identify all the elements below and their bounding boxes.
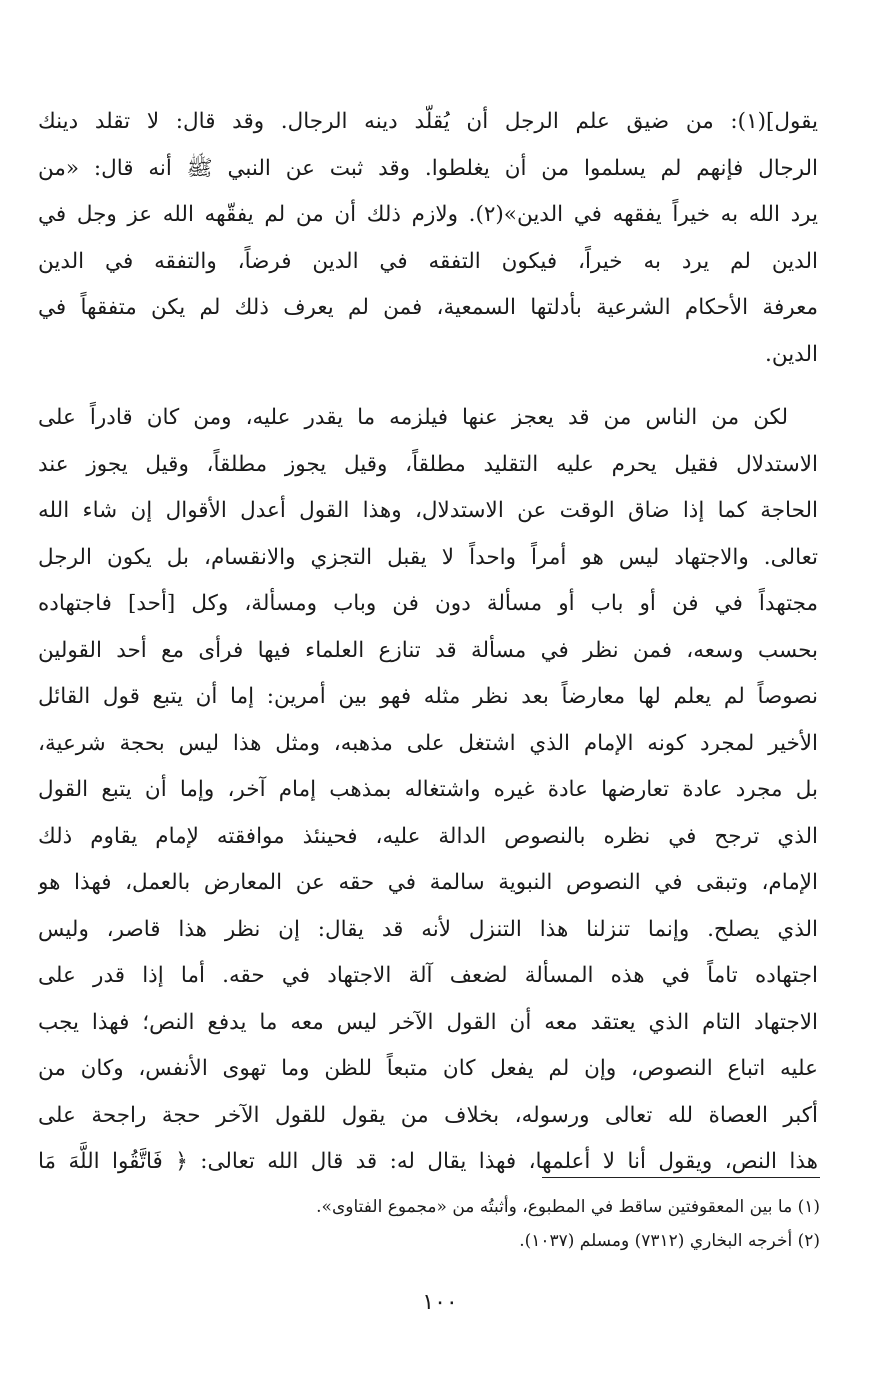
text-line: الرجال فإنهم لم يسلموا من أن يغلطوا. وقد ثبت عن النبي ﷺ أنه قال: «من	[38, 155, 818, 181]
text-line: الأخير لمجرد كونه الإمام الذي اشتغل على مذهبه، ومثل هذا ليس بحجة شرعية،	[38, 730, 818, 756]
text-line: مجتهداً في فن أو باب أو مسألة دون فن وباب ومسألة، وكل [أحد] فاجتهاده	[38, 591, 818, 616]
text-line: معرفة الأحكام الشرعية بأدلتها السمعية، فمن لم يعرف ذلك لم يكن متفقهاً في	[38, 295, 818, 320]
footnote-separator	[542, 1177, 820, 1178]
text-line: لكن من الناس من قد يعجز عنها فيلزمه ما يقدر عليه، ومن كان قادراً على	[38, 405, 788, 430]
footnotes	[100, 1190, 820, 1258]
text-line: الذي يصلح. وإنما تنزلنا هذا التنزل لأنه قد يقال: إن نظر هذا قاصر، وليس	[38, 916, 818, 942]
footnote-2: (٢) أخرجه البخاري (٧٣١٢) ومسلم (١٠٣٧).	[519, 1231, 820, 1251]
text-line: نصوصاً لم يعلم لها معارضاً بعد نظر مثله فهو بين أمرين: إما أن يتبع قول القائل	[38, 684, 818, 709]
text-line: بحسب وسعه، فمن نظر في مسألة قد تنازع العلماء فيها فرأى مع أحد القولين	[38, 637, 818, 663]
page-number: ١٠٠	[422, 1290, 458, 1315]
text-line: هذا النص، ويقول أنا لا أعلمها، فهذا يقال له: قد قال الله تعالى: ﴿ فَاتَّقُوا اللَّهَ مَا	[38, 1149, 818, 1174]
paragraph-2	[38, 395, 818, 1186]
text-line: أكبر العصاة لله تعالى ورسوله، بخلاف من يقول للقول الآخر حجة راجحة على	[38, 1102, 818, 1128]
text-line: يرد الله به خيراً يفقهه في الدين»(٢). ولازم ذلك أن من لم يفقّهه الله عز وجل في	[38, 202, 818, 227]
text-line: اجتهاده تاماً في هذه المسألة لضعف آلة الاجتهاد في حقه. أما إذا قدر على	[38, 963, 818, 988]
text-line: الدين لم يرد به خيراً، فيكون التفقه في الدين فرضاً، والتفقه في الدين	[38, 248, 818, 274]
text-line: الاستدلال فقيل يحرم عليه التقليد مطلقاً، وقيل يجوز مطلقاً، وقيل يجوز عند	[38, 451, 818, 477]
text-line: الاجتهاد التام الذي يعتقد معه أن القول الآخر ليس معه ما يدفع النص؛ فهذا يجب	[38, 1009, 818, 1035]
footnote-1: (١) ما بين المعقوفتين ساقط في المطبوع، وأثبتُه من «مجموع الفتاوى».	[316, 1197, 820, 1217]
text-line: الدين.	[765, 341, 818, 367]
text-line: تعالى. والاجتهاد ليس هو أمراً واحداً لا يقبل التجزي والانقسام، بل يكون الرجل	[38, 544, 818, 570]
text-line: عليه اتباع النصوص، وإن لم يفعل كان متبعاً للظن وما تهوى الأنفس، وكان من	[38, 1056, 818, 1081]
text-line: الذي ترجح في نظره بالنصوص الدالة عليه، فحينئذ موافقته لإمام يقاوم ذلك	[38, 823, 818, 849]
text-line: بل مجرد عادة تعارضها عادة غيره واشتغاله بمذهب إمام آخر، وإما أن يتبع القول	[38, 777, 818, 802]
text-line: يقول](١): من ضيق علم الرجل أن يُقلّد دينه الرجال. وقد قال: لا تقلد دينك	[38, 109, 818, 134]
text-line: الحاجة كما إذا ضاق الوقت عن الاستدلال، وهذا القول أعدل الأقوال إن شاء الله	[38, 498, 818, 523]
paragraph-1	[38, 99, 818, 378]
text-line: الإمام، وتبقى في النصوص النبوية سالمة في حقه عن المعارض بالعمل، فهذا هو	[38, 870, 818, 895]
